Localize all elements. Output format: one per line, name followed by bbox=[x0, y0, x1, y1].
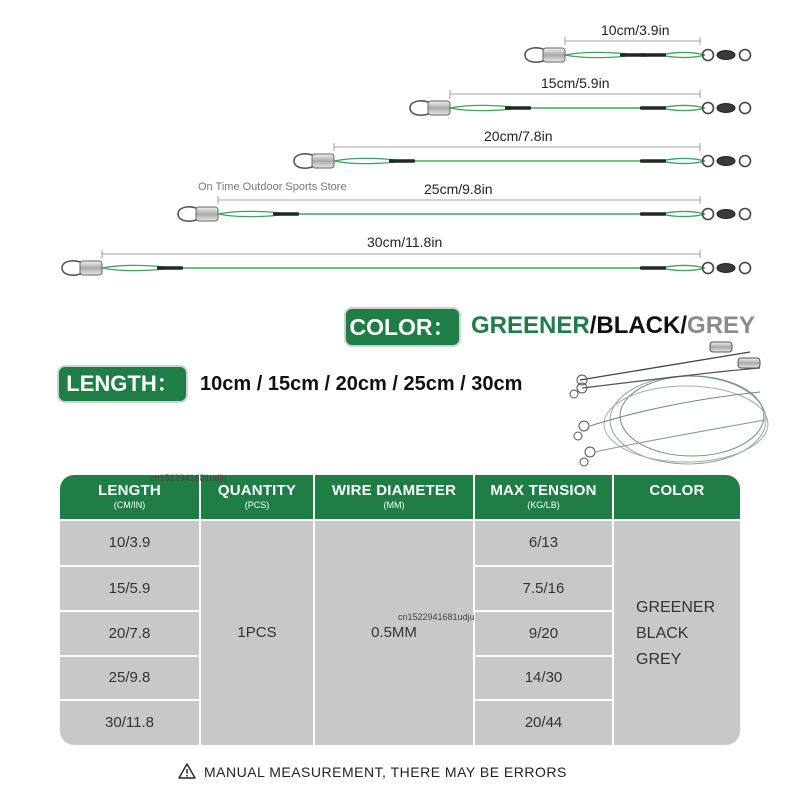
color-banner-label: COLOR： bbox=[344, 307, 461, 347]
store-name: On Time Outdoor Sports Store bbox=[198, 181, 347, 193]
leader-wire-25 bbox=[178, 196, 751, 221]
cell-length-5: 30/11.8 bbox=[60, 701, 199, 745]
specification-table bbox=[60, 475, 740, 745]
measurement-note bbox=[178, 763, 567, 780]
cell-tension-2: 7.5/16 bbox=[475, 567, 612, 610]
color-item-grey: GREY bbox=[636, 651, 682, 668]
length-banner-label: LENGTH： bbox=[57, 365, 188, 403]
color-grey: GREY bbox=[687, 312, 756, 339]
cell-tension-4: 14/30 bbox=[475, 657, 612, 699]
leader-wire-10 bbox=[525, 37, 751, 62]
cell-tension-1: 6/13 bbox=[475, 521, 612, 565]
cell-tension-5: 20/44 bbox=[475, 701, 612, 745]
header-quantity: QUANTITY (PCS) bbox=[201, 475, 313, 519]
leader-wire-30 bbox=[62, 250, 751, 275]
cell-length-3: 20/7.8 bbox=[60, 612, 199, 655]
color-greener: GREENER bbox=[471, 312, 590, 339]
cell-quantity: 1PCS bbox=[201, 521, 313, 745]
length-banner-values: 10cm / 15cm / 20cm / 25cm / 30cm bbox=[200, 373, 523, 395]
wire-length-label-20: 20cm/7.8in bbox=[484, 128, 553, 144]
color-separator: / bbox=[680, 312, 688, 339]
wire-length-label-15: 15cm/5.9in bbox=[541, 75, 610, 91]
watermark: cn1522941681udju bbox=[398, 612, 475, 622]
leader-wire-20 bbox=[294, 143, 751, 168]
wire-length-label-30: 30cm/11.8in bbox=[367, 234, 443, 250]
watermark: cn1522941681udju bbox=[150, 473, 227, 483]
wire-illustrations bbox=[0, 0, 800, 300]
cell-length-2: 15/5.9 bbox=[60, 567, 199, 610]
header-length: LENGTH (CM/IN) bbox=[60, 475, 199, 519]
header-wire-diameter: WIRE DIAMETER (MM) bbox=[315, 475, 473, 519]
wire-length-label-10: 10cm/3.9in bbox=[601, 22, 670, 38]
cell-colors bbox=[614, 521, 740, 745]
wire-length-label-25: 25cm/9.8in bbox=[424, 181, 493, 197]
header-max-tension: MAX TENSION (KG/LB) bbox=[475, 475, 612, 519]
cell-length-1: 10/3.9 bbox=[60, 521, 199, 565]
header-color: COLOR bbox=[614, 475, 740, 519]
color-item-black: BLACK bbox=[636, 625, 689, 642]
cell-tension-3: 9/20 bbox=[475, 612, 612, 655]
color-item-greener: GREENER bbox=[636, 599, 716, 616]
cell-wire-diameter: 0.5MM bbox=[315, 521, 473, 745]
color-black: BLACK bbox=[596, 312, 681, 339]
cell-length-4: 25/9.8 bbox=[60, 657, 199, 699]
measurement-note-text: MANUAL MEASUREMENT, THERE MAY BE ERRORS bbox=[204, 764, 567, 780]
warning-icon bbox=[178, 763, 196, 779]
color-banner-values bbox=[471, 309, 755, 343]
leader-wire-15 bbox=[410, 90, 751, 115]
coiled-leaders-image bbox=[560, 340, 780, 470]
color-separator: / bbox=[589, 312, 597, 339]
